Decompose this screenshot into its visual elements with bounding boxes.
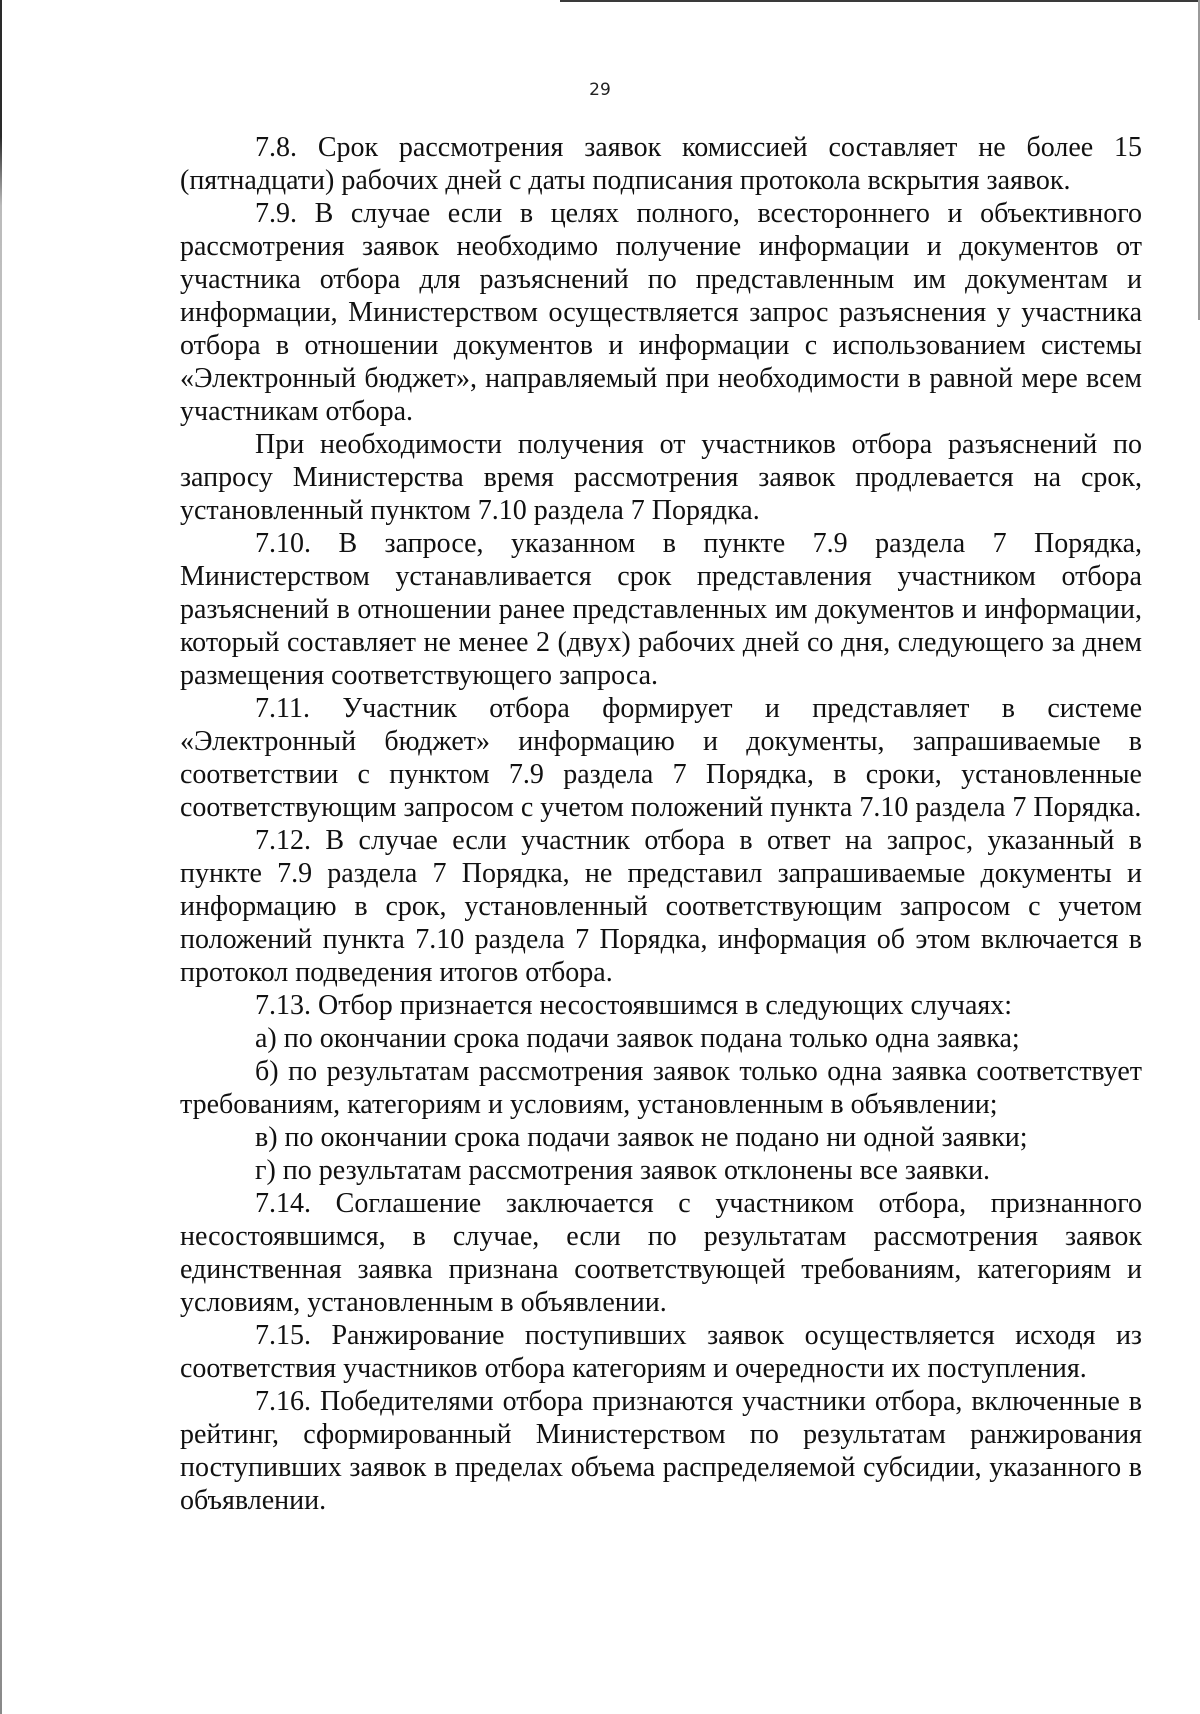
document-body [180, 131, 1142, 1517]
page-number: 29 [589, 80, 611, 100]
scan-border-left [0, 0, 2, 1714]
paragraph-7-12: 7.12. В случае если участник отбора в ответ на запрос, указанный в пункте 7.9 раздела 7 Порядка, не представил запрашиваемые документы и информацию в срок, установленный соответствующим запросом с учетом положений пункта 7.10 раздела 7 Порядка, информация об этом включается в протокол подведения итогов отбора. [180, 825, 1142, 988]
paragraph-7-8: 7.8. Срок рассмотрения заявок комиссией составляет не более 15 (пятнадцати) рабочих дней с даты подписания протокола вскрытия заявок. [180, 132, 1142, 196]
list-item-v: в) по окончании срока подачи заявок не подано ни одной заявки; [255, 1122, 1028, 1153]
paragraph-7-9: 7.9. В случае если в целях полного, всестороннего и объективного рассмотрения заявок необходимо получение информации и документов от участника отбора для разъяснений по представленным им документам и информации, Министерством осуществляется запрос разъяснения у участника отбора в отношении документов и информации с использованием системы «Электронный бюджет», направляемый при необходимости в равной мере всем участникам отбора. [180, 198, 1142, 427]
list-item-g: г) по результатам рассмотрения заявок отклонены все заявки. [255, 1155, 991, 1186]
paragraph-7-14: 7.14. Соглашение заключается с участником отбора, признанного несостоявшимся, в случае, если по результатам рассмотрения заявок единственная заявка признана соответствующей требованиям, категориям и условиям, установленным в объявлении. [180, 1188, 1142, 1318]
list-item-a: а) по окончании срока подачи заявок подана только одна заявка; [255, 1023, 1020, 1054]
scan-border-top [560, 0, 1200, 2]
list-item-b: б) по результатам рассмотрения заявок только одна заявка соответствует требованиям, категориям и условиям, установленным в объявлении; [180, 1056, 1142, 1120]
paragraph-7-16: 7.16. Победителями отбора признаются участники отбора, включенные в рейтинг, сформированный Министерством по результатам ранжирования поступивших заявок в пределах объема распределяемой субсидии, указанного в объявлении. [180, 1386, 1142, 1516]
paragraph-7-13: 7.13. Отбор признается несостоявшимся в следующих случаях: [255, 990, 1013, 1021]
paragraph-7-9-extension: При необходимости получения от участников отбора разъяснений по запросу Министерства время рассмотрения заявок продлевается на срок, установленный пунктом 7.10 раздела 7 Порядка. [180, 429, 1142, 526]
paragraph-7-10: 7.10. В запросе, указанном в пункте 7.9 раздела 7 Порядка, Министерством устанавливается срок представления участником отбора разъяснений в отношении ранее представленных им документов и информации, который составляет не менее 2 (двух) рабочих дней со дня, следующего за днем размещения соответствующего запроса. [180, 528, 1142, 691]
paragraph-7-15: 7.15. Ранжирование поступивших заявок осуществляется исходя из соответствия участников отбора категориям и очередности их поступления. [180, 1320, 1142, 1384]
paragraph-7-11: 7.11. Участник отбора формирует и представляет в системе «Электронный бюджет» информацию и документы, запрашиваемые в соответствии с пунктом 7.9 раздела 7 Порядка, в сроки, установленные соответствующим запросом с учетом положений пункта 7.10 раздела 7 Порядка. [180, 693, 1142, 823]
